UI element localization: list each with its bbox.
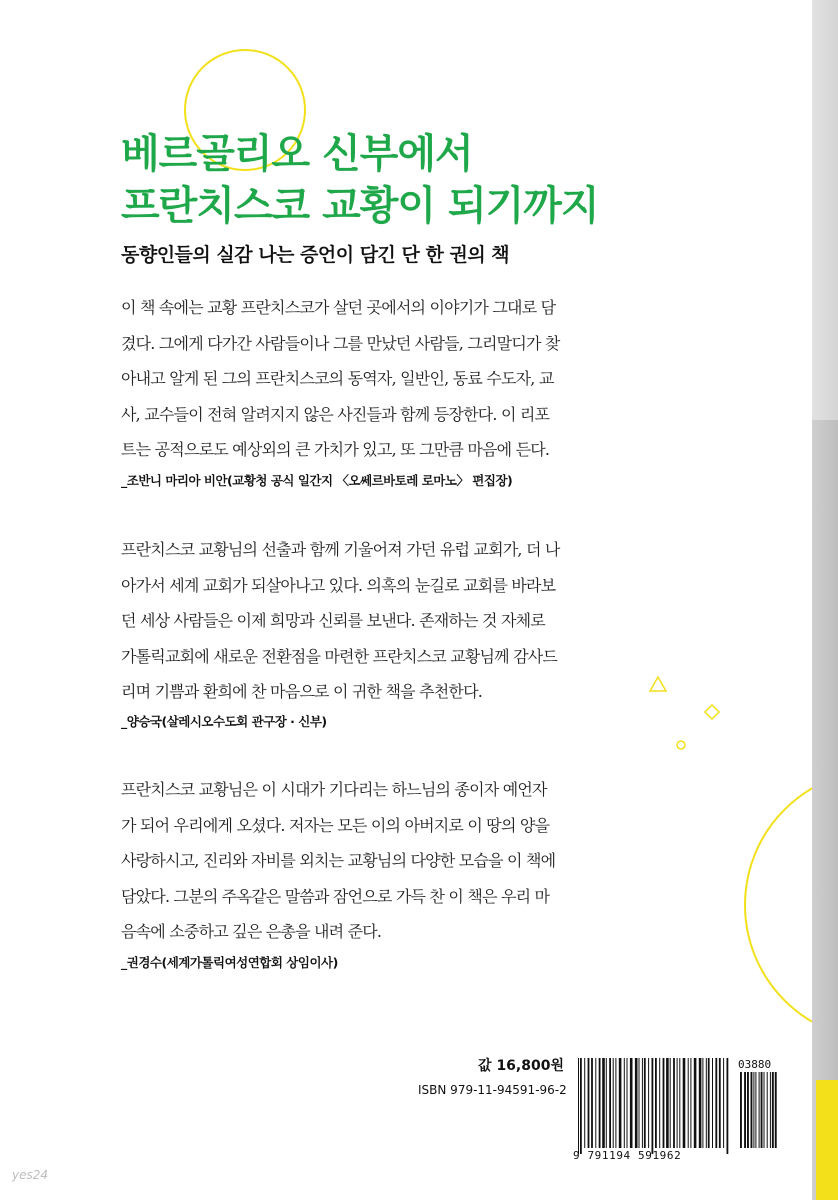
title-line-2: 프란치스코 교황이 되기까지 xyxy=(121,183,599,229)
isbn-label: ISBN 979-11-94591-96-2 xyxy=(418,1083,567,1097)
quote-3-line-4: 담았다. 그분의 주옥같은 말씀과 잠언으로 가득 찬 이 책은 우리 마 xyxy=(121,886,550,906)
barcode-digits: 9 791194 591962 xyxy=(573,1149,682,1162)
quote-3-line-1: 프란치스코 교황님은 이 시대가 기다리는 하느님의 종이자 예언자 xyxy=(121,780,547,799)
quote-1-line-2: 겼다. 그에게 다가간 사람들이나 그를 만났던 사람들, 그리말디가 찾 xyxy=(121,333,560,353)
subtitle: 동향인들의 실감 나는 증언이 담긴 단 한 권의 책 xyxy=(121,244,510,266)
quote-1-line-4: 사, 교수들이 전혀 알려지지 않은 사진들과 함께 등장한다. 이 리포 xyxy=(121,404,550,424)
quote-2-line-2: 아가서 세계 교회가 되살아나고 있다. 의혹의 눈길로 교회를 바라보 xyxy=(121,575,556,595)
quote-3-line-3: 사랑하시고, 진리와 자비를 외치는 교황님의 다양한 모습을 이 책에 xyxy=(121,851,556,870)
quote-1-line-5: 트는 공적으로도 예상외의 큰 가치가 있고, 또 그만큼 마음에 든다. xyxy=(121,440,550,459)
title-line-1: 베르골리오 신부에서 xyxy=(121,131,473,177)
quote-2-line-4: 가톨릭교회에 새로운 전환점을 마련한 프란치스코 교황님께 감사드 xyxy=(121,646,558,666)
quote-2 xyxy=(121,532,729,710)
spine-yellow-band xyxy=(816,1080,838,1200)
deco-circle-small-dot xyxy=(677,741,685,749)
quote-2-line-5: 리며 기쁨과 환희에 찬 마음으로 이 귀한 책을 추천한다. xyxy=(121,682,483,701)
quote-2-line-1: 프란치스코 교황님의 선출과 함께 기울어져 가던 유럽 교회가, 더 나 xyxy=(121,540,560,559)
price-label: 값 16,800원 xyxy=(478,1058,564,1074)
quote-1-source: _조반니 마리아 비안(교황청 공식 일간지 〈오쎄르바토레 로마노〉 편집장) xyxy=(121,473,513,488)
spine-edge-top xyxy=(812,0,838,420)
quote-1 xyxy=(121,290,729,468)
quote-2-source: _양승국(살레시오수도회 관구장 · 신부) xyxy=(121,714,327,729)
barcode-addon-digits: 03880 xyxy=(738,1058,772,1071)
quote-3-line-2: 가 되어 우리에게 오셨다. 저자는 모든 이의 아버지로 이 땅의 양을 xyxy=(121,815,550,835)
deco-circle-right xyxy=(745,770,812,1040)
quote-3-line-5: 음속에 소중하고 깊은 은총을 내려 준다. xyxy=(121,922,382,941)
watermark-logo: yes24 xyxy=(12,1168,49,1182)
quote-3-source: _권경수(세계가톨릭여성연합회 상임이사) xyxy=(121,955,338,970)
main-title xyxy=(121,128,599,232)
quote-2-line-3: 던 세상 사람들은 이제 희망과 신뢰를 보낸다. 존재하는 것 자체로 xyxy=(121,611,545,630)
quote-1-line-3: 아내고 알게 된 그의 프란치스코의 동역자, 일반인, 동료 수도자, 교 xyxy=(121,369,554,388)
quote-1-line-1: 이 책 속에는 교황 프란치스코가 살던 곳에서의 이야기가 그대로 담 xyxy=(121,298,556,317)
quote-3 xyxy=(121,772,729,950)
